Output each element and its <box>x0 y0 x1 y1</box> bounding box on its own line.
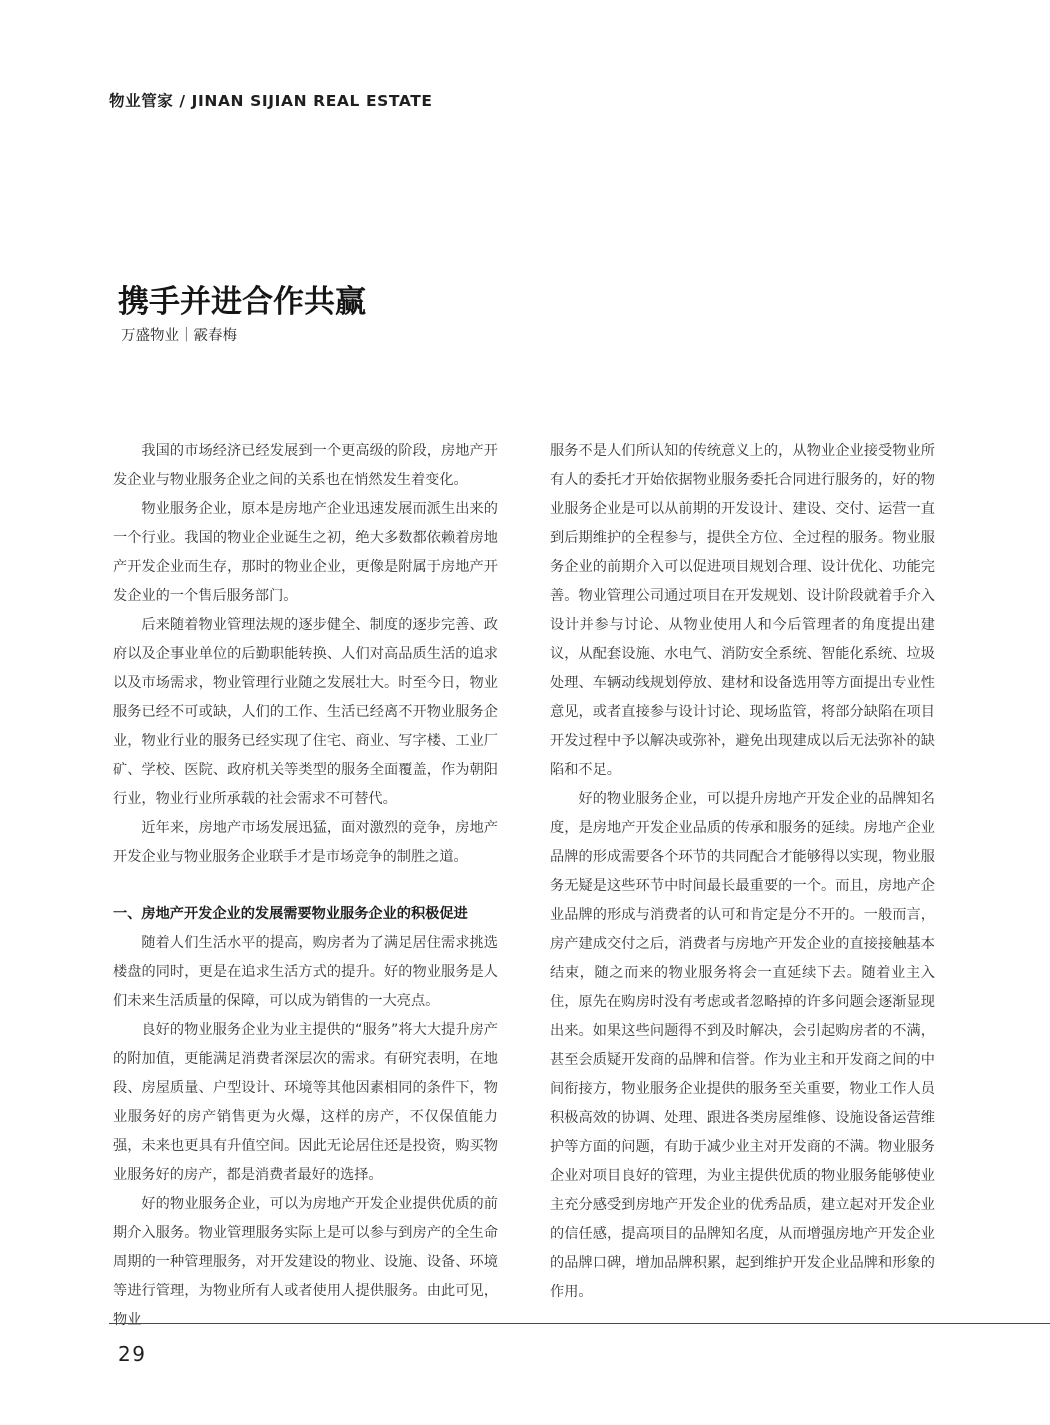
article-title: 携手并进合作共赢 <box>118 284 366 320</box>
article-byline: 万盛物业｜霰春梅 <box>121 328 237 344</box>
footer-divider <box>109 1323 1050 1324</box>
body-paragraph: 我国的市场经济已经发展到一个更高级的阶段，房地产开发企业与物业服务企业之间的关系也在悄然发生着变化。 <box>113 443 498 488</box>
body-paragraph: 良好的物业服务企业为业主提供的“服务”将大大提升房产的附加值，更能满足消费者深层次的需求。有研究表明，在地段、房屋质量、户型设计、环境等其他因素相同的条件下，物业服务好的房产销售更为火爆，这样的房产，不仅保值能力强，未来也更具有升值空间。因此无论居住还是投资，购买物业服务好的房产，都是消费者最好的选择。 <box>113 1022 498 1183</box>
left-column <box>113 437 498 1335</box>
body-paragraph: 物业服务企业，原本是房地产企业迅速发展而派生出来的一个行业。我国的物业企业诞生之初，绝大多数都依赖着房地产开发企业而生存，那时的物业企业，更像是附属于房地产开发企业的一个售后服务部门。 <box>113 501 498 604</box>
section-heading: 一、房地产开发企业的发展需要物业服务企业的积极促进 <box>113 906 468 922</box>
body-paragraph-continued: 服务不是人们所认知的传统意义上的，从物业企业接受物业所有人的委托才开始依据物业服务委托合同进行服务的，好的物业服务企业是可以从前期的开发设计、建设、交付、运营一直到后期维护的全程参与，提供全方位、全过程的服务。物业服务企业的前期介入可以促进项目规划合理、设计优化、功能完善。物业管理公司通过项目在开发规划、设计阶段就着手介入设计并参与讨论、从物业使用人和今后管理者的角度提出建议，从配套设施、水电气、消防安全系统、智能化系统、垃圾处理、车辆动线规划停放、建材和设备选用等方面提出专业性意见，或者直接参与设计讨论、现场监管，将部分缺陷在项目开发过程中予以解决或弥补，避免出现建成以后无法弥补的缺陷和不足。 <box>550 443 935 778</box>
body-paragraph: 后来随着物业管理法规的逐步健全、制度的逐步完善、政府以及企事业单位的后勤职能转换、人们对高品质生活的追求以及市场需求，物业管理行业随之发展壮大。时至今日，物业服务已经不可或缺，人们的工作、生活已经离不开物业服务企业，物业行业的服务已经实现了住宅、商业、写字楼、工业厂矿、学校、医院、政府机关等类型的服务全面覆盖，作为朝阳行业，物业行业所承载的社会需求不可替代。 <box>113 617 498 807</box>
body-paragraph: 好的物业服务企业，可以为房地产开发企业提供优质的前期介入服务。物业管理服务实际上是可以参与到房产的全生命周期的一种管理服务，对开发建设的物业、设施、设备、环境等进行管理，为物业所有人或者使用人提供服务。由此可见，物业 <box>113 1196 498 1328</box>
body-paragraph: 随着人们生活水平的提高，购房者为了满足居住需求挑选楼盘的同时，更是在追求生活方式的提升。好的物业服务是人们未来生活质量的保障，可以成为销售的一大亮点。 <box>113 935 498 1009</box>
running-header: 物业管家 / JINAN SIJIAN REAL ESTATE <box>109 92 433 110</box>
page-number: 29 <box>118 1342 147 1366</box>
body-paragraph: 近年来，房地产市场发展迅猛，面对激烈的竞争，房地产开发企业与物业服务企业联手才是市场竞争的制胜之道。 <box>113 820 498 865</box>
body-paragraph: 好的物业服务企业，可以提升房地产开发企业的品牌知名度，是房地产开发企业品质的传承和服务的延续。房地产企业品牌的形成需要各个环节的共同配合才能够得以实现，物业服务无疑是这些环节中时间最长最重要的一个。而且，房地产企业品牌的形成与消费者的认可和肯定是分不开的。一般而言，房产建成交付之后，消费者与房地产开发企业的直接接触基本结束，随之而来的物业服务将会一直延续下去。随着业主入住，原先在购房时没有考虑或者忽略掉的许多问题会逐渐显现出来。如果这些问题得不到及时解决，会引起购房者的不满，甚至会质疑开发商的品牌和信誉。作为业主和开发商之间的中间衔接方，物业服务企业提供的服务至关重要，物业工作人员积极高效的协调、处理、跟进各类房屋维修、设施设备运营维护等方面的问题，有助于减少业主对开发商的不满。物业服务企业对项目良好的管理，为业主提供优质的物业服务能够使业主充分感受到房地产开发企业的优秀品质，建立起对开发企业的信任感，提高项目的品牌知名度，从而增强房地产开发企业的品牌口碑，增加品牌积累，起到维护开发企业品牌和形象的作用。 <box>550 791 935 1300</box>
right-column <box>550 437 935 1307</box>
